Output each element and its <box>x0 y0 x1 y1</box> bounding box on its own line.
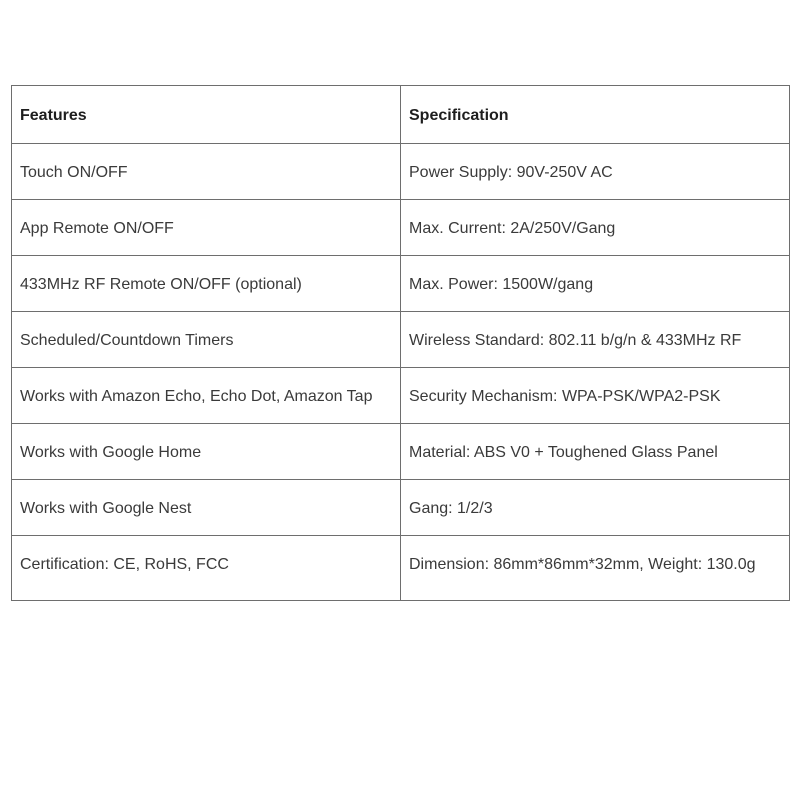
feature-cell: Works with Google Nest <box>12 480 401 536</box>
spec-cell: Max. Current: 2A/250V/Gang <box>401 200 790 256</box>
header-specification: Specification <box>401 86 790 144</box>
header-features: Features <box>12 86 401 144</box>
feature-cell: Touch ON/OFF <box>12 144 401 200</box>
spec-cell: Dimension: 86mm*86mm*32mm, Weight: 130.0g <box>401 536 790 601</box>
feature-cell: Scheduled/Countdown Timers <box>12 312 401 368</box>
table-row <box>12 256 790 312</box>
table-row <box>12 424 790 480</box>
spec-cell: Gang: 1/2/3 <box>401 480 790 536</box>
spec-cell: Material: ABS V0 + Toughened Glass Panel <box>401 424 790 480</box>
feature-cell: Certification: CE, RoHS, FCC <box>12 536 401 601</box>
feature-cell: 433MHz RF Remote ON/OFF (optional) <box>12 256 401 312</box>
spec-cell: Security Mechanism: WPA-PSK/WPA2-PSK <box>401 368 790 424</box>
table-row <box>12 368 790 424</box>
spec-cell: Power Supply: 90V-250V AC <box>401 144 790 200</box>
table-row <box>12 480 790 536</box>
spec-table <box>11 85 790 601</box>
table-row <box>12 536 790 601</box>
table-header-row <box>12 86 790 144</box>
table-row <box>12 312 790 368</box>
feature-cell: Works with Amazon Echo, Echo Dot, Amazon Tap <box>12 368 401 424</box>
feature-cell: App Remote ON/OFF <box>12 200 401 256</box>
table-row <box>12 200 790 256</box>
spec-cell: Max. Power: 1500W/gang <box>401 256 790 312</box>
spec-cell: Wireless Standard: 802.11 b/g/n & 433MHz RF <box>401 312 790 368</box>
feature-cell: Works with Google Home <box>12 424 401 480</box>
table-row <box>12 144 790 200</box>
